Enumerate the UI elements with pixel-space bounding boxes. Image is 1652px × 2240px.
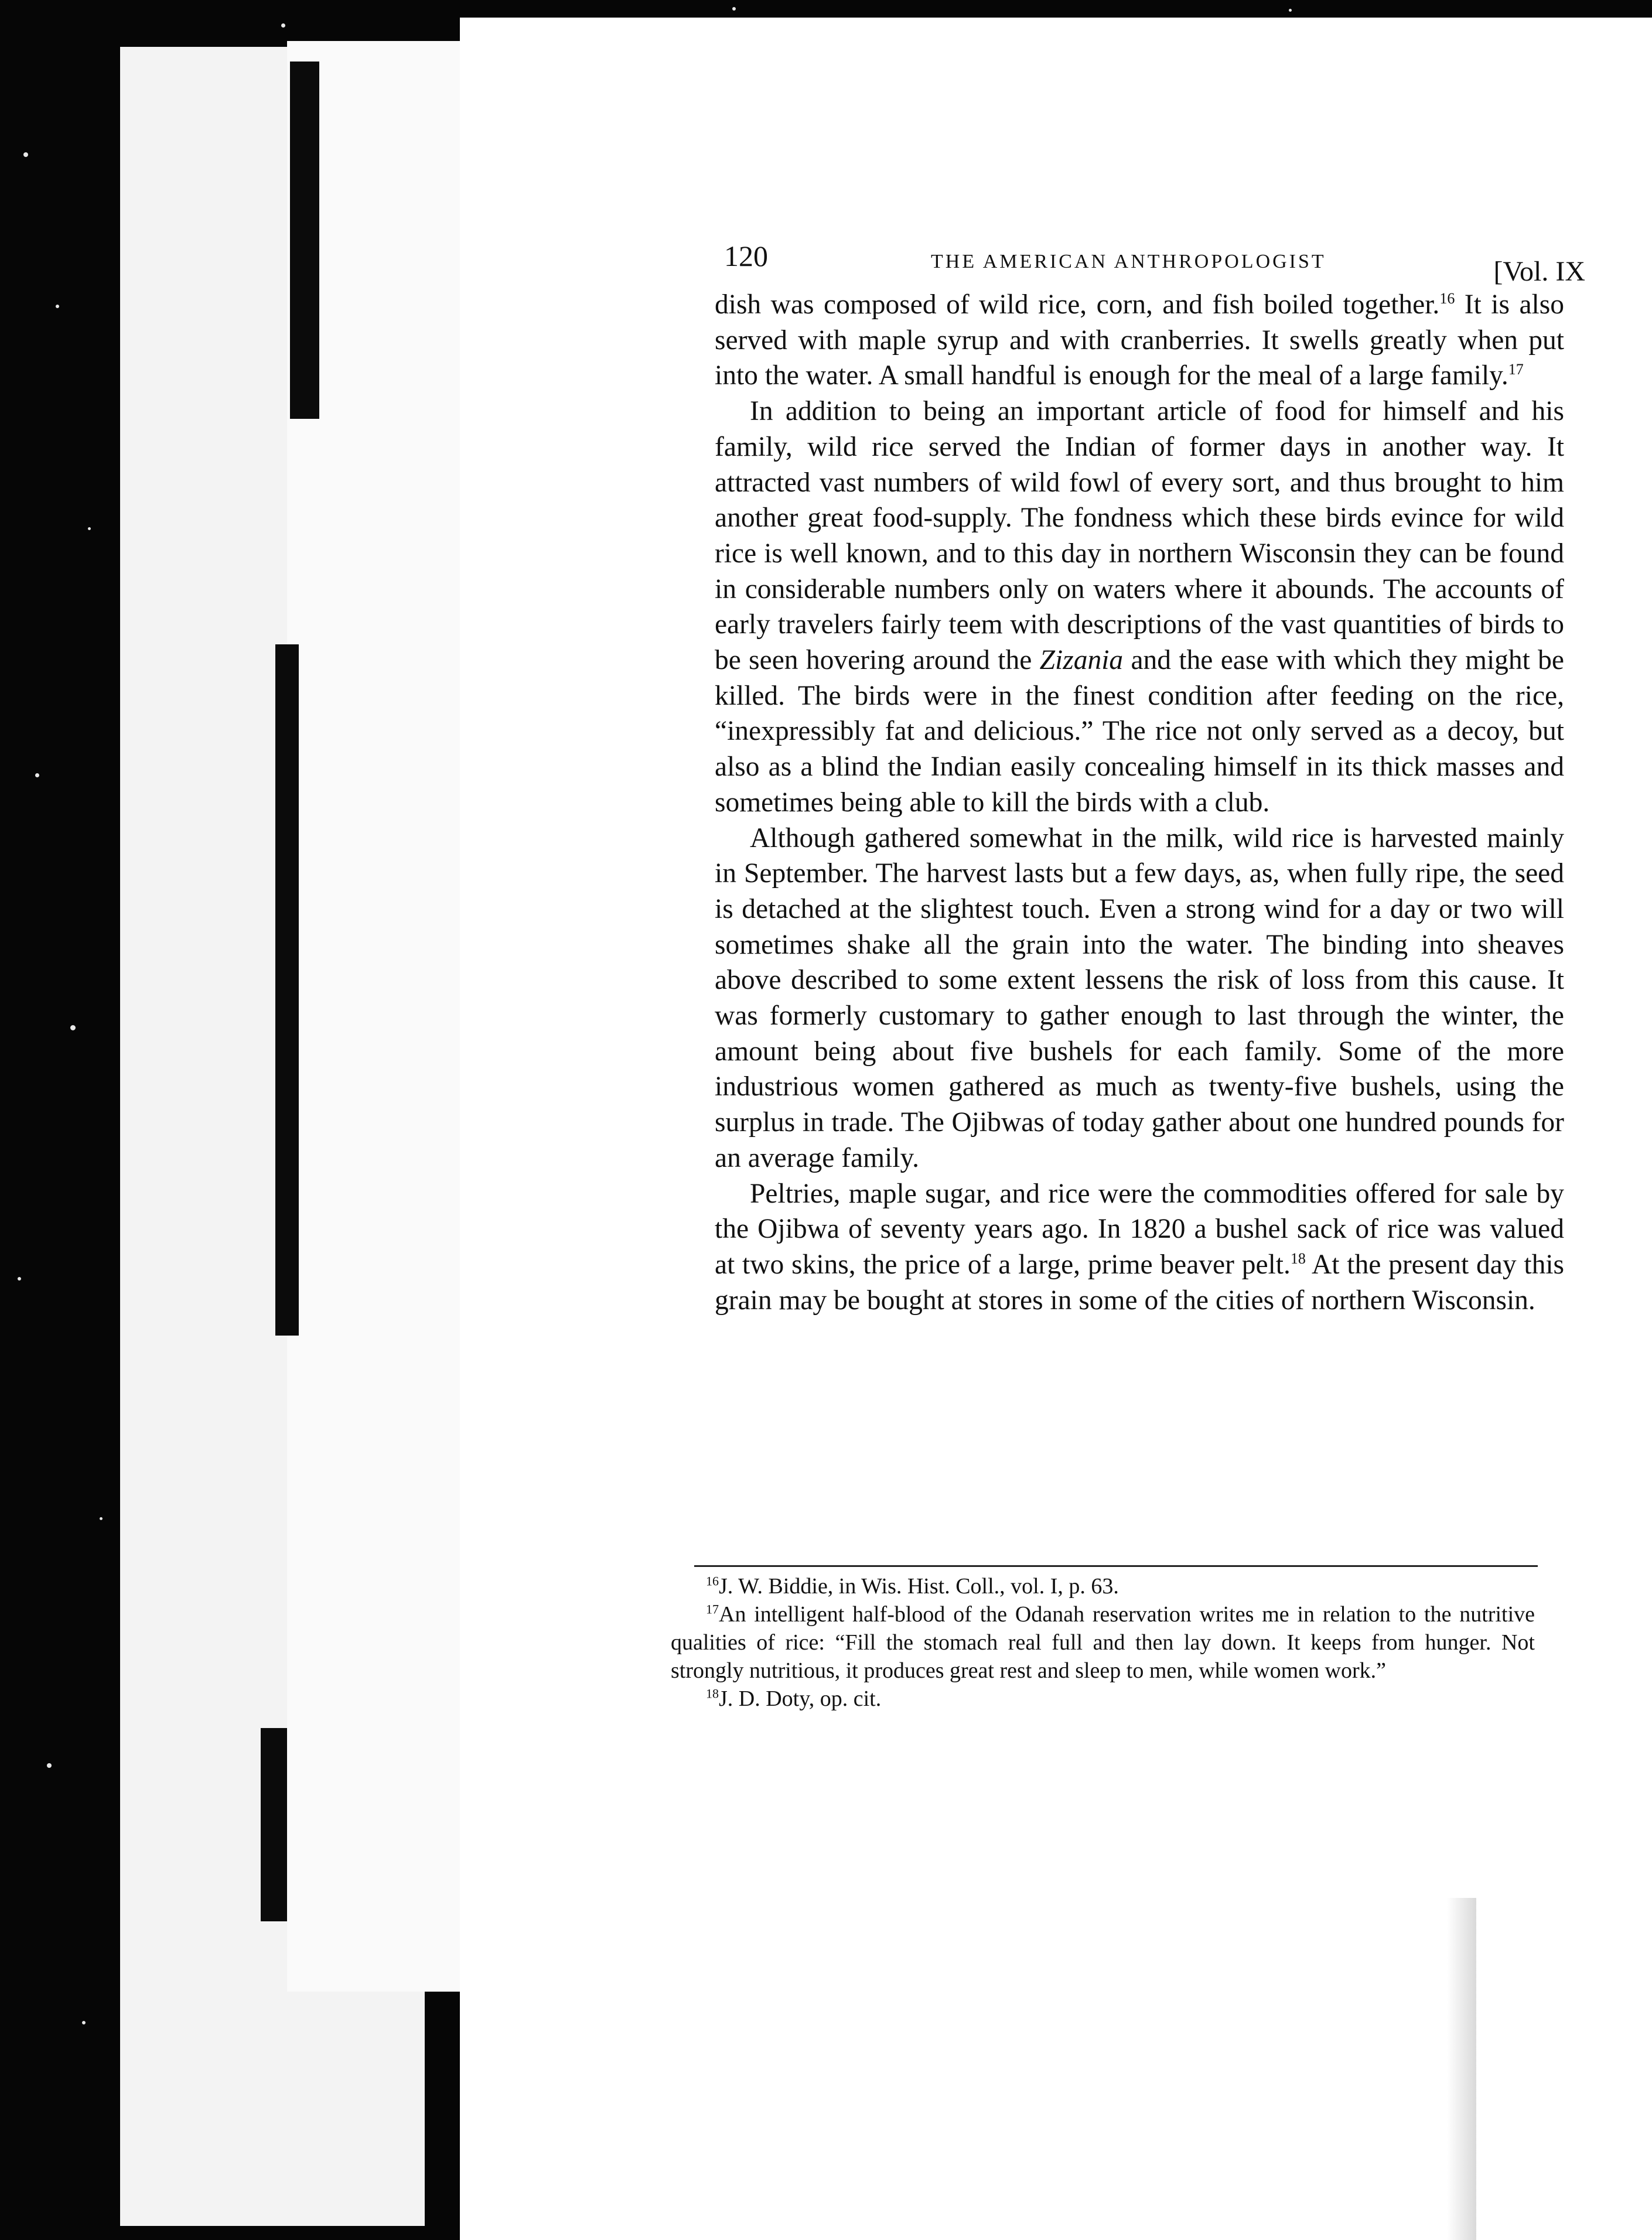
footnote-number: 16 bbox=[706, 1573, 719, 1589]
footnote-ref: 17 bbox=[1508, 361, 1524, 378]
text-run: Peltries, maple sugar, and rice were the commodities offered for sale by the Ojibwa of seventy years ago. In 1820 a bushel sack of rice was valued at two skins, the price of a large, prime beaver pelt. bbox=[715, 1178, 1564, 1280]
paragraph: Although gathered somewhat in the milk, wild rice is harvested mainly in September. The harvest lasts but a few days, as, when fully ripe, the seed is detached at the slightest touch. Even a strong wind for a day or two will sometimes shake all the grain into the water. The binding into sheaves above described to some extent lessens the risk of loss from this cause. It was formerly customary to gather enough to last through the winter, the amount being about five bushels for each family. Some of the more industrious women gathered as much as twenty-five bushels, using the surplus in trade. The Ojibwas of today gather about one hundred pounds for an average family. bbox=[715, 822, 1564, 1173]
footnote-text: J. W. Biddie, in Wis. Hist. Coll., vol. I, p. 63. bbox=[719, 1574, 1119, 1599]
footnote-number: 17 bbox=[706, 1602, 719, 1617]
text-run: It is also served with maple syrup and with cranberries. It swells greatly when put into the water. A small handful is enough for the meal of a large family. bbox=[715, 289, 1564, 391]
text-run: and the ease with which they might be killed. The birds were in the finest condition after feeding on the rice, “inexpressibly fat and delicious.” The rice not only served as a decoy, but also as a blind the Indian easily concealing himself in its thick masses and sometimes being able to kill the birds with a club. bbox=[715, 645, 1564, 818]
footnote-rule bbox=[694, 1565, 1538, 1567]
paragraph bbox=[715, 394, 1564, 820]
paragraph bbox=[715, 287, 1564, 394]
dust-speck bbox=[281, 23, 285, 28]
main-text bbox=[715, 287, 1564, 1318]
text-run: At the present day this grain may be bought at stores in some of the cities of northern Wisconsin. bbox=[715, 1249, 1564, 1316]
footnote-number: 18 bbox=[706, 1686, 719, 1701]
footnote-ref: 18 bbox=[1290, 1250, 1306, 1268]
dust-speck bbox=[56, 305, 59, 308]
paragraph bbox=[715, 1176, 1564, 1319]
page-edge-shadow bbox=[275, 644, 299, 1336]
footnote bbox=[671, 1685, 1535, 1713]
footnotes bbox=[671, 1572, 1535, 1713]
dust-speck bbox=[88, 527, 91, 530]
footnote-ref: 16 bbox=[1439, 290, 1455, 308]
dust-speck bbox=[82, 2021, 86, 2024]
dust-speck bbox=[23, 152, 28, 157]
italic-term: Zizania bbox=[1039, 645, 1124, 676]
dust-speck bbox=[47, 1763, 52, 1768]
text-run: dish was composed of wild rice, corn, and fish boiled together. bbox=[715, 289, 1440, 320]
dust-speck bbox=[18, 1277, 21, 1281]
text-run: In addition to being an important article of food for himself and his family, wild rice served the Indian of former days in another way. It attracted vast numbers of wild fowl of every sort, and thus brought to him another great food-supply. The fondness which these birds evince for wild rice is well known, and to this day in northern Wisconsin they can be found in considerable numbers only on waters where it abounds. The accounts of early travelers fairly teem with descriptions of the vast quantities of birds to be seen hovering around the bbox=[715, 396, 1564, 676]
dust-speck bbox=[1289, 9, 1292, 12]
volume-label: [Vol. IX bbox=[1493, 256, 1585, 287]
footnote-text: An intelligent half-blood of the Odanah reservation writes me in relation to the nutritive qualities of rice: “Fill the stomach real full and then lay down. It keeps from hunger. Not strongly nutritious, it produces great rest and sleep to men, while women work.” bbox=[671, 1602, 1535, 1683]
footnote bbox=[671, 1572, 1535, 1600]
dust-speck bbox=[70, 1025, 76, 1030]
footnote-text: J. D. Doty, op. cit. bbox=[719, 1686, 882, 1711]
page-edge-shadow bbox=[290, 62, 319, 419]
dust-speck bbox=[732, 7, 736, 11]
dust-speck bbox=[35, 773, 39, 777]
page-number: 120 bbox=[724, 240, 768, 272]
page-edge-shadow bbox=[1447, 1898, 1476, 2240]
page-edge-shadow bbox=[261, 1728, 287, 1921]
dust-speck bbox=[100, 1517, 103, 1520]
running-title: THE AMERICAN ANTHROPOLOGIST bbox=[931, 251, 1326, 272]
footnote bbox=[671, 1600, 1535, 1685]
